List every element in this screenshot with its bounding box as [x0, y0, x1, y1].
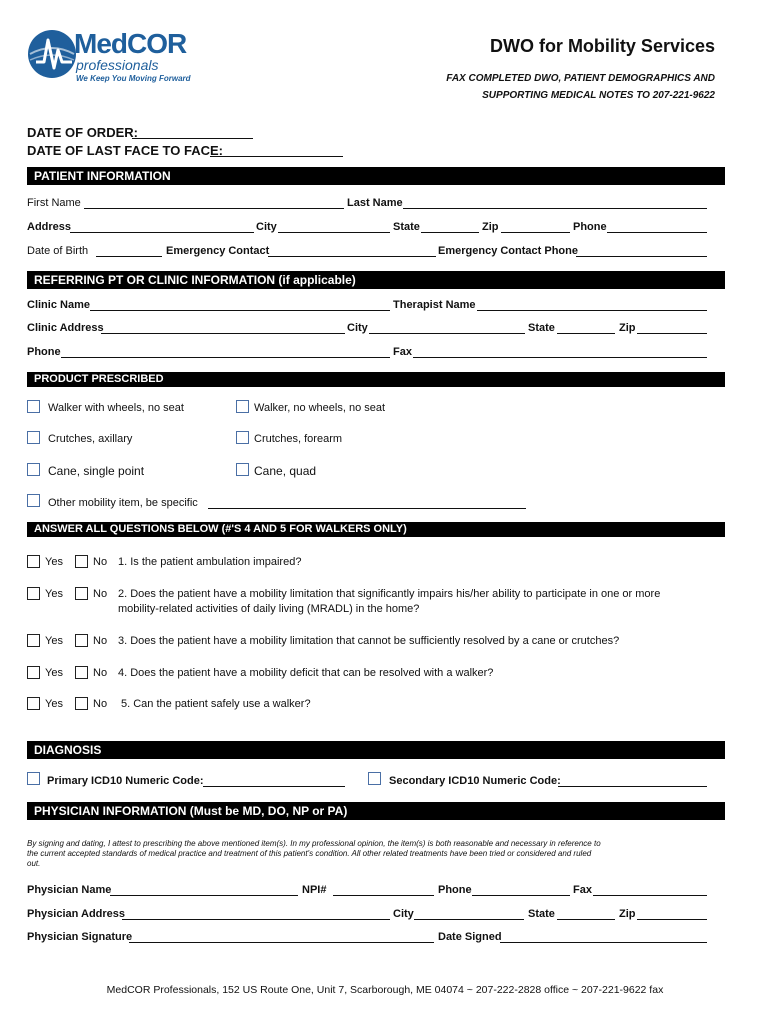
- footer-address: MedCOR Professionals, 152 US Route One, Unit 7, Scarborough, ME 04074 ~ 207-222-2828 office ~ 207-221-9622 fax: [106, 984, 664, 996]
- city-label: City: [256, 221, 277, 233]
- clinic-phone-field[interactable]: [61, 357, 390, 358]
- cane-single-label: Cane, single point: [48, 464, 145, 478]
- secondary-icd-field[interactable]: [558, 786, 707, 787]
- therapist-name-field[interactable]: [477, 310, 707, 311]
- physician-bar: [27, 802, 725, 820]
- patient-info-heading: PATIENT INFORMATION: [34, 169, 171, 183]
- q3-yes-label: Yes: [45, 635, 63, 647]
- physician-name-field[interactable]: [110, 895, 298, 896]
- q2-yes-label: Yes: [45, 588, 63, 600]
- npi-label: NPI#: [302, 884, 327, 896]
- last-name-label: Last Name: [347, 197, 403, 209]
- clinic-city-label: City: [347, 322, 368, 334]
- referring-info-heading: REFERRING PT OR CLINIC INFORMATION (if applicable): [34, 273, 356, 287]
- q3-yes-checkbox[interactable]: [27, 634, 40, 647]
- walker-no-wheels-checkbox[interactable]: [236, 400, 249, 413]
- physician-state-label: State: [528, 908, 555, 920]
- city-field[interactable]: [278, 232, 390, 233]
- zip-label: Zip: [482, 221, 499, 233]
- dob-label: Date of Birth: [27, 245, 89, 257]
- state-field[interactable]: [421, 232, 479, 233]
- clinic-fax-label: Fax: [393, 346, 412, 358]
- clinic-address-label: Clinic Address: [27, 322, 104, 334]
- product-heading: PRODUCT PRESCRIBED: [34, 373, 164, 385]
- page-title: DWO for Mobility Services: [489, 36, 715, 56]
- date-last-face-label: DATE OF LAST FACE TO FACE:: [27, 143, 223, 158]
- phone-field[interactable]: [607, 232, 707, 233]
- logo-tagline: We Keep You Moving Forward: [76, 74, 191, 83]
- q2-text-line2: mobility-related activities of daily living (MRADL) in the home?: [118, 603, 420, 615]
- clinic-state-label: State: [528, 322, 555, 334]
- clinic-phone-label: Phone: [27, 346, 61, 358]
- primary-icd-field[interactable]: [203, 786, 345, 787]
- fax-instruction-line2: SUPPORTING MEDICAL NOTES TO 207-221-9622: [482, 90, 715, 101]
- date-last-face-field[interactable]: [210, 156, 343, 157]
- diagnosis-bar: [27, 741, 725, 759]
- product-bar: [27, 372, 725, 387]
- q5-no-checkbox[interactable]: [75, 697, 88, 710]
- date-signed-label: Date Signed: [438, 931, 502, 943]
- physician-zip-field[interactable]: [637, 919, 707, 920]
- date-of-order-field[interactable]: [132, 138, 253, 139]
- attestation-line2: the current accepted standards of medical practice and treatment of this patient's condition. All other related treatments have been tried or considered and ruled: [27, 849, 592, 858]
- crutches-forearm-label: Crutches, forearm: [254, 433, 343, 445]
- physician-address-label: Physician Address: [27, 908, 126, 920]
- q3-text: 3. Does the patient have a mobility limitation that cannot be sufficiently resolved by a cane or crutches?: [118, 635, 620, 647]
- q5-no-label: No: [93, 698, 108, 710]
- date-signed-field[interactable]: [500, 942, 707, 943]
- cane-quad-label: Cane, quad: [254, 464, 317, 478]
- globe-icon: [26, 28, 78, 80]
- primary-icd-label: Primary ICD10 Numeric Code:: [47, 775, 204, 787]
- therapist-name-label: Therapist Name: [393, 299, 476, 311]
- physician-phone-label: Phone: [438, 884, 472, 896]
- first-name-field[interactable]: [84, 208, 344, 209]
- physician-name-label: Physician Name: [27, 884, 112, 896]
- q1-yes-checkbox[interactable]: [27, 555, 40, 568]
- fax-instruction-line1: FAX COMPLETED DWO, PATIENT DEMOGRAPHICS AND: [446, 73, 715, 84]
- secondary-icd-checkbox[interactable]: [368, 772, 381, 785]
- physician-city-field[interactable]: [414, 919, 524, 920]
- primary-icd-checkbox[interactable]: [27, 772, 40, 785]
- questions-bar: [27, 522, 725, 537]
- physician-state-field[interactable]: [557, 919, 615, 920]
- q4-no-checkbox[interactable]: [75, 666, 88, 679]
- walker-wheels-checkbox[interactable]: [27, 400, 40, 413]
- walker-no-wheels-label: Walker, no wheels, no seat: [254, 402, 386, 414]
- q4-yes-checkbox[interactable]: [27, 666, 40, 679]
- physician-signature-label: Physician Signature: [27, 931, 133, 943]
- attestation-line3: out.: [27, 859, 41, 868]
- zip-field[interactable]: [501, 232, 570, 233]
- questions-heading: ANSWER ALL QUESTIONS BELOW (#'S 4 AND 5 FOR WALKERS ONLY): [34, 523, 407, 535]
- physician-address-field[interactable]: [122, 919, 390, 920]
- q1-no-label: No: [93, 556, 108, 568]
- cane-single-checkbox[interactable]: [27, 463, 40, 476]
- npi-field[interactable]: [333, 895, 434, 896]
- date-of-order-label: DATE OF ORDER:: [27, 125, 138, 140]
- emergency-phone-label: Emergency Contact Phone: [438, 245, 578, 257]
- dob-field[interactable]: [96, 256, 162, 257]
- attestation-line1: By signing and dating, I attest to prescribing the above mentioned item(s). In my professional opinion, the item(s) is both reasonable and necessary in reference to: [27, 839, 601, 848]
- q1-yes-label: Yes: [45, 556, 63, 568]
- crutches-axillary-checkbox[interactable]: [27, 431, 40, 444]
- emergency-contact-field[interactable]: [268, 256, 436, 257]
- patient-info-bar: [27, 167, 725, 185]
- q5-yes-label: Yes: [45, 698, 63, 710]
- physician-fax-field[interactable]: [593, 895, 707, 896]
- logo-subtitle: professionals: [76, 57, 159, 73]
- other-item-checkbox[interactable]: [27, 494, 40, 507]
- logo: [26, 26, 216, 86]
- walker-wheels-label: Walker with wheels, no seat: [48, 402, 184, 414]
- cane-quad-checkbox[interactable]: [236, 463, 249, 476]
- q4-yes-label: Yes: [45, 667, 63, 679]
- physician-phone-field[interactable]: [472, 895, 570, 896]
- other-item-label: Other mobility item, be specific: [48, 497, 198, 509]
- q4-no-label: No: [93, 667, 108, 679]
- clinic-name-field[interactable]: [90, 310, 390, 311]
- q2-no-checkbox[interactable]: [75, 587, 88, 600]
- q3-no-checkbox[interactable]: [75, 634, 88, 647]
- other-item-field[interactable]: [208, 508, 526, 509]
- q2-yes-checkbox[interactable]: [27, 587, 40, 600]
- clinic-zip-label: Zip: [619, 322, 636, 334]
- clinic-fax-field[interactable]: [413, 357, 707, 358]
- state-label: State: [393, 221, 420, 233]
- physician-heading: PHYSICIAN INFORMATION (Must be MD, DO, NP or PA): [34, 804, 348, 818]
- crutches-axillary-label: Crutches, axillary: [48, 433, 133, 445]
- referring-info-bar: [27, 271, 725, 289]
- q5-yes-checkbox[interactable]: [27, 697, 40, 710]
- q5-text: 5. Can the patient safely use a walker?: [121, 698, 311, 710]
- clinic-city-field[interactable]: [369, 333, 525, 334]
- diagnosis-heading: DIAGNOSIS: [34, 743, 102, 757]
- phone-label: Phone: [573, 221, 607, 233]
- clinic-address-field[interactable]: [101, 333, 345, 334]
- crutches-forearm-checkbox[interactable]: [236, 431, 249, 444]
- secondary-icd-label: Secondary ICD10 Numeric Code:: [389, 775, 561, 787]
- q1-text: 1. Is the patient ambulation impaired?: [118, 556, 302, 568]
- first-name-label: First Name: [27, 197, 81, 209]
- emergency-phone-field[interactable]: [576, 256, 707, 257]
- address-label: Address: [27, 221, 72, 233]
- physician-signature-field[interactable]: [129, 942, 434, 943]
- clinic-zip-field[interactable]: [637, 333, 707, 334]
- q1-no-checkbox[interactable]: [75, 555, 88, 568]
- physician-zip-label: Zip: [619, 908, 636, 920]
- emergency-contact-label: Emergency Contact: [166, 245, 270, 257]
- last-name-field[interactable]: [403, 208, 707, 209]
- q4-text: 4. Does the patient have a mobility deficit that can be resolved with a walker?: [118, 667, 494, 679]
- q3-no-label: No: [93, 635, 108, 647]
- physician-fax-label: Fax: [573, 884, 592, 896]
- logo-name: MedCOR: [74, 28, 187, 59]
- q2-text-line1: 2. Does the patient have a mobility limitation that significantly impairs his/her ability to participate in one or more: [118, 588, 661, 600]
- clinic-state-field[interactable]: [557, 333, 615, 334]
- address-field[interactable]: [70, 232, 254, 233]
- q2-no-label: No: [93, 588, 108, 600]
- clinic-name-label: Clinic Name: [27, 299, 90, 311]
- physician-city-label: City: [393, 908, 414, 920]
